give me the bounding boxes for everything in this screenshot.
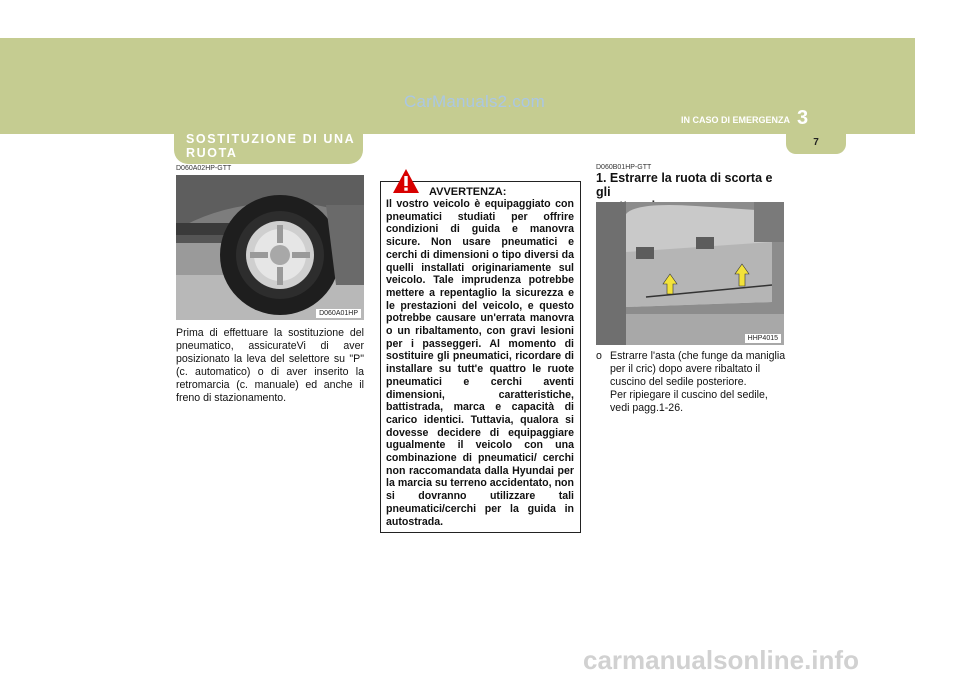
warning-text: Il vostro veicolo è equipaggiato con pneumatici studiati per offrire condizioni di guida e manovra sicure. Non usare pneumatici e cerchi di dimensioni o tipo diversi da quelli installati originariamente sul veicolo. Tale imprudenza potrebbe mettere a repentaglio la sicurezza e le prestazioni del veicolo, e questo potrebbe causare un'errata manovra o un ribaltamento, con gravi lesioni per i passeggeri. Al momento di sostituire gli pneumatici, ricordare di installare su tutt'e quattro le ruote pneumatici e cerchi aventi dimensioni, caratteristiche, battistrada, marca e capacità di carico identici. Tuttavia, qualora si dovesse decidere di equipaggiare ugualmente il veicolo con una combinazione di pneumatici/ cerchi non raccomandata dalla Hyundai per la marcia su terreno accidentato, non si dovranno utilizzare tali pneumatici/cerchi per la guida in autostrada. — [386, 198, 574, 528]
bullet-text-2: Per ripiegare il cuscino del sedile, vedi pagg.1-26. — [610, 388, 768, 414]
watermark-bottom[interactable]: carmanualsonline.info — [583, 645, 859, 675]
warning-title: AVVERTENZA: — [429, 186, 507, 198]
bullet-item — [596, 350, 786, 415]
tire-photo — [176, 175, 364, 320]
right-photo-label: HHP4015 — [745, 334, 781, 343]
bullet-marker: o — [596, 350, 602, 362]
exclamation-icon — [392, 168, 420, 194]
bullet-text-1: Estrarre l'asta (che funge da maniglia per il cric) dopo avere ribaltato il cuscino del sedile posteriore. — [610, 350, 786, 388]
chapter-number: 3 — [797, 107, 809, 129]
watermark-top[interactable]: CarManuals2.com — [404, 92, 545, 111]
section-title: SOSTITUZIONE DI UNA RUOTA — [186, 132, 355, 160]
item-title-line1: 1. Estrarre la ruota di scorta e gli — [596, 171, 773, 199]
right-code: D060B01HP-GTT — [596, 164, 652, 171]
section-tab — [174, 128, 363, 164]
tire-image — [176, 175, 364, 320]
left-photo-label: D060A01HP — [316, 309, 361, 318]
seat-image — [596, 202, 784, 345]
chapter-title: IN CASO DI EMERGENZA — [680, 115, 790, 125]
page-number: 7 — [813, 137, 819, 148]
seat-photo — [596, 202, 784, 345]
page-tab — [786, 134, 846, 154]
left-code: D060A02HP-GTT — [176, 165, 232, 172]
left-body-text: Prima di effettuare la sostituzione del pneumatico, assicurateVi di aver posizionato la leva del selettore su "P" (c. automatico) o di aver inserito la retromarcia (c. manuale) ed anche il freno di stazionamento. — [176, 327, 364, 404]
